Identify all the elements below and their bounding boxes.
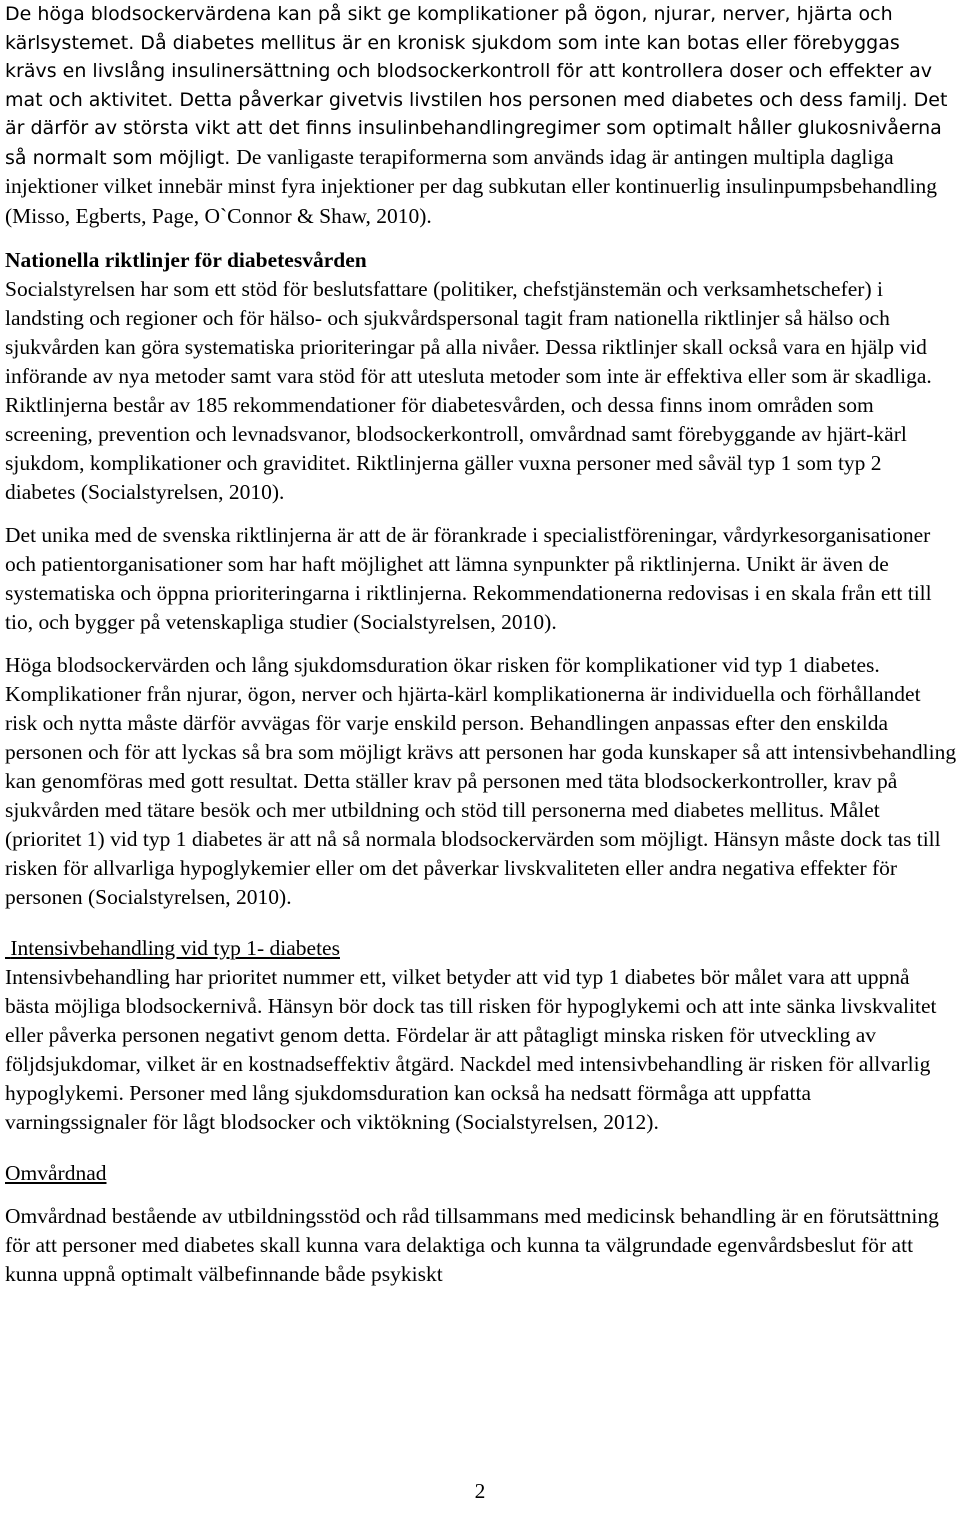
guidelines-paragraph-2: Det unika med de svenska riktlinjerna är att de är förankrade i specialistföreningar, vårdyrkesorganisationer och patientorganisationer som har haft möjlighet att lämna synpunkter på riktlinjerna. Unikt är även de systematiska och öppna prioriteringarna i riktlinjerna. Rekommendationerna redovisas i en skala från ett till tio, och bygger på vetenskapliga studier (Socialstyrelsen, 2010). bbox=[5, 523, 932, 634]
page-number: 2 bbox=[474, 1479, 486, 1503]
guidelines-paragraph-3: Höga blodsockervärden och lång sjukdomsduration ökar risken för komplikationer vid typ 1 diabetes. Komplikationer från njurar, ögon, nerver och hjärta-kärl komplikationerna är individuella och förhållandet risk och nytta måste därför avvägas för varje enskild person. Behandlingen anpassas efter den enskilda personen och för att lyckas så bra som möjligt krävs att personen har goda kunskaper så att intensivbehandling kan genomföras med gott resultat. Detta ställer krav på personen med täta blodsockerkontroller, krav på sjukvården med tätare besök och mer utbildning och stöd till personerna med diabetes mellitus. Målet (prioritet 1) vid typ 1 diabetes är att nå så normala blodsockervärden som möjligt. Hänsyn måste dock tas till risken för allvarliga hypoglykemier eller om det påverkar livskvaliteten eller andra negativa effekter för personen (Socialstyrelsen, 2010). bbox=[5, 653, 957, 909]
guidelines-paragraph-1: Socialstyrelsen har som ett stöd för beslutsfattare (politiker, chefstjänstemän och verksamhetschefer) i landsting och regioner och för hälso- och sjukvårdspersonal tagit fram nationella riktlinjer så hälso och sjukvården kan göra systematiska prioriteringar på alla nivåer. Dessa riktlinjer skall också vara en hjälp vid införande av nya metoder samt vara stöd för att utesluta metoder som inte är effektiva eller som är skadliga. Riktlinjerna består av 185 rekommendationer för diabetesvården, och dessa finns inom områden som screening, prevention och levnadsvanor, blodsockerkontroll, omvårdnad samt förebyggande av hjärt-kärl sjukdom, komplikationer och graviditet. Riktlinjerna gäller vuxna personer med såväl typ 1 som typ 2 diabetes (Socialstyrelsen, 2010). bbox=[5, 277, 932, 504]
intro-text-sans: De höga blodsockervärdena kan på sikt ge komplikationer på ögon, njurar, nerver, hjärta och kärlsystemet. Då diabetes mellitus är en kronisk sjukdom som inte kan botas eller förebyggas krävs en livslång insulinersättning och blodsockerkontroll för att kontrollera doser och effekter av mat och aktivitet. Detta påverkar givetvis livstilen hos personen med diabetes och dess familj. Det är därför av största vikt att det finns insulinbehandlingregimer som optimalt håller glukosnivåerna så normalt som möjligt. bbox=[5, 3, 948, 169]
intro-paragraph bbox=[5, 0, 957, 231]
section-heading-care: Omvårdnad bbox=[5, 1161, 107, 1185]
section-heading-intensive bbox=[5, 934, 957, 963]
section-heading-guidelines: Nationella riktlinjer för diabetesvården bbox=[5, 248, 367, 272]
document-page bbox=[5, 0, 957, 1289]
intensive-heading-text: Intensivbehandling vid typ 1- diabetes bbox=[10, 936, 340, 960]
intro-text-serif: De vanligaste terapiformerna som används idag är antingen multipla dagliga injektioner vilket innebär minst fyra injektioner per dag subkutan eller kontinuerlig insulinpumpsbehandling (Misso, Egberts, Page, O`Connor & Shaw, 2010). bbox=[5, 144, 938, 228]
intensive-paragraph: Intensivbehandling har prioritet nummer ett, vilket betyder att vid typ 1 diabetes bör målet vara att uppnå bästa möjliga blodsockernivå. Hänsyn bör dock tas till risken för hypoglykemi och att inte sänka livskvalitet eller påverka personen negativt genom detta. Fördelar är att påtagligt minska risken för utveckling av följdsjukdomar, vilket är en kostnadseffektiv åtgärd. Nackdel med intensivbehandling är risken för allvarlig hypoglykemi. Personer med lång sjukdomsduration kan också ha nedsatt förmåga att uppfatta varningssignaler för lågt blodsocker och viktökning (Socialstyrelsen, 2012). bbox=[5, 965, 937, 1134]
care-paragraph: Omvårdnad bestående av utbildningsstöd och råd tillsammans med medicinsk behandling är en förutsättning för att personer med diabetes skall kunna vara delaktiga och kunna ta välgrundade egenvårdsbeslut för att kunna uppnå optimalt välbefinnande både psykiskt bbox=[5, 1204, 939, 1286]
